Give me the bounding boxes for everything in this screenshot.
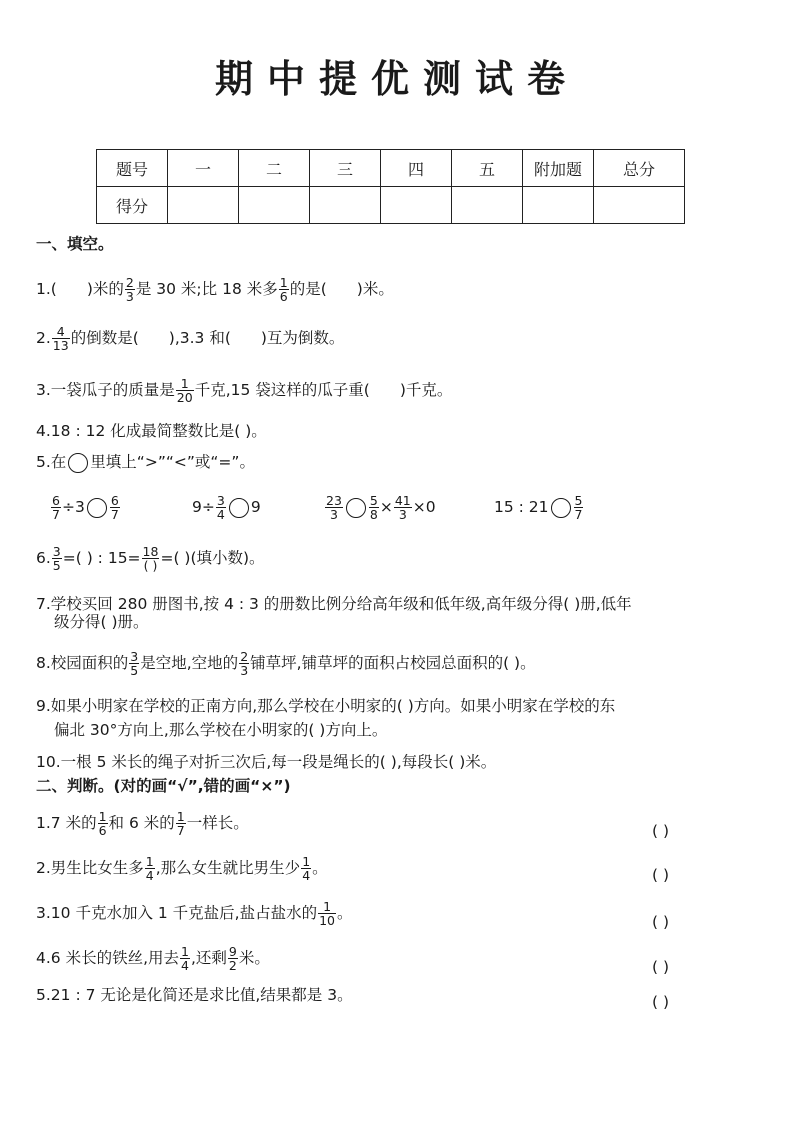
- score-cell[interactable]: [452, 187, 523, 224]
- page-title: 期中提优测试卷: [214, 57, 579, 101]
- question-2: 2. $\frac{4}{13}$ 的倒数是( ),3.3 和( )互为倒数。: [36, 324, 345, 353]
- answer-circle[interactable]: [229, 498, 249, 518]
- col-2: 二: [239, 150, 310, 187]
- compare-item-2: 9÷ $\frac{3}{4}$ 9: [192, 493, 261, 522]
- question-10: 10.一根 5 米长的绳子对折三次后,每一段是绳长的( ),每段长( )米。: [36, 753, 497, 771]
- question-9-line1: 9.如果小明家在学校的正南方向,那么学校在小明家的( )方向。如果小明家在学校的东: [36, 697, 616, 715]
- score-table-score-row: [97, 187, 685, 224]
- col-total: 总分: [594, 150, 685, 187]
- score-cell[interactable]: [168, 187, 239, 224]
- question-5: 5.在 里填上“>”“<”或“=”。: [36, 453, 255, 471]
- question-7-line2: 级分得( )册。: [54, 613, 149, 631]
- col-4: 四: [381, 150, 452, 187]
- score-cell[interactable]: [310, 187, 381, 224]
- col-bonus: 附加题: [523, 150, 594, 187]
- col-5: 五: [452, 150, 523, 187]
- question-3: 3.一袋瓜子的质量是 $\frac{1}{20}$ 千克,15 袋这样的瓜子重( )千克。: [36, 376, 453, 405]
- section2-heading: 二、判断。(对的画“√”,错的画“×”): [36, 777, 291, 795]
- judge-2: 2.男生比女生多 $\frac{1}{4}$ ,那么女生就比男生少 $\frac{1}{4}$ 。: [36, 854, 328, 883]
- judge-3: 3.10 千克水加入 1 千克盐后,盐占盐水的 $\frac{1}{10}$ 。: [36, 899, 353, 928]
- answer-paren-5[interactable]: ( ): [652, 993, 670, 1011]
- col-3: 三: [310, 150, 381, 187]
- score-cell[interactable]: [239, 187, 310, 224]
- judge-5: 5.21 : 7 无论是化简还是求比值,结果都是 3。: [36, 986, 353, 1004]
- answer-circle[interactable]: [87, 498, 107, 518]
- row-header-number: 题号: [97, 150, 168, 187]
- circle-icon: [68, 453, 88, 473]
- compare-item-4: 15 : 21 $\frac{5}{7}$: [494, 493, 583, 522]
- compare-item-1: $\frac{6}{7}$ ÷3 $\frac{6}{7}$: [52, 493, 119, 522]
- score-cell[interactable]: [594, 187, 685, 224]
- score-cell[interactable]: [523, 187, 594, 224]
- question-6: 6. $\frac{3}{5}$ =( ) : 15= $\frac{18}{( )}$ =( )(填小数)。: [36, 544, 265, 573]
- question-1: 1.( )米的 $\frac{2}{3}$ 是 30 米;比 18 米多 $\frac{1}{6}$ 的是( )米。: [36, 275, 394, 304]
- question-8: 8.校园面积的 $\frac{3}{5}$ 是空地,空地的 $\frac{2}{3}$ 铺草坪,铺草坪的面积占校园总面积的( )。: [36, 649, 536, 678]
- row-header-score: 得分: [97, 187, 168, 224]
- question-7-line1: 7.学校买回 280 册图书,按 4 : 3 的册数比例分给高年级和低年级,高年级分得( )册,低年: [36, 595, 632, 613]
- col-1: 一: [168, 150, 239, 187]
- answer-circle[interactable]: [346, 498, 366, 518]
- score-table-header-row: [97, 150, 685, 187]
- section1-heading: 一、填空。: [36, 235, 114, 253]
- compare-item-3: $\frac{23}{3}$ $\frac{5}{8}$ × $\frac{41}{3}$ ×0: [326, 493, 436, 522]
- score-table: [96, 149, 685, 224]
- question-9-line2: 偏北 30°方向上,那么学校在小明家的( )方向上。: [54, 721, 388, 739]
- answer-paren-3[interactable]: ( ): [652, 913, 670, 931]
- answer-paren-1[interactable]: ( ): [652, 822, 670, 840]
- question-4: 4.18 : 12 化成最简整数比是( )。: [36, 422, 267, 440]
- answer-circle[interactable]: [551, 498, 571, 518]
- answer-paren-4[interactable]: ( ): [652, 958, 670, 976]
- answer-paren-2[interactable]: ( ): [652, 866, 670, 884]
- judge-1: 1.7 米的 $\frac{1}{6}$ 和 6 米的 $\frac{1}{7}$ 一样长。: [36, 809, 249, 838]
- score-cell[interactable]: [381, 187, 452, 224]
- judge-4: 4.6 米长的铁丝,用去 $\frac{1}{4}$ ,还剩 $\frac{9}{2}$ 米。: [36, 944, 270, 973]
